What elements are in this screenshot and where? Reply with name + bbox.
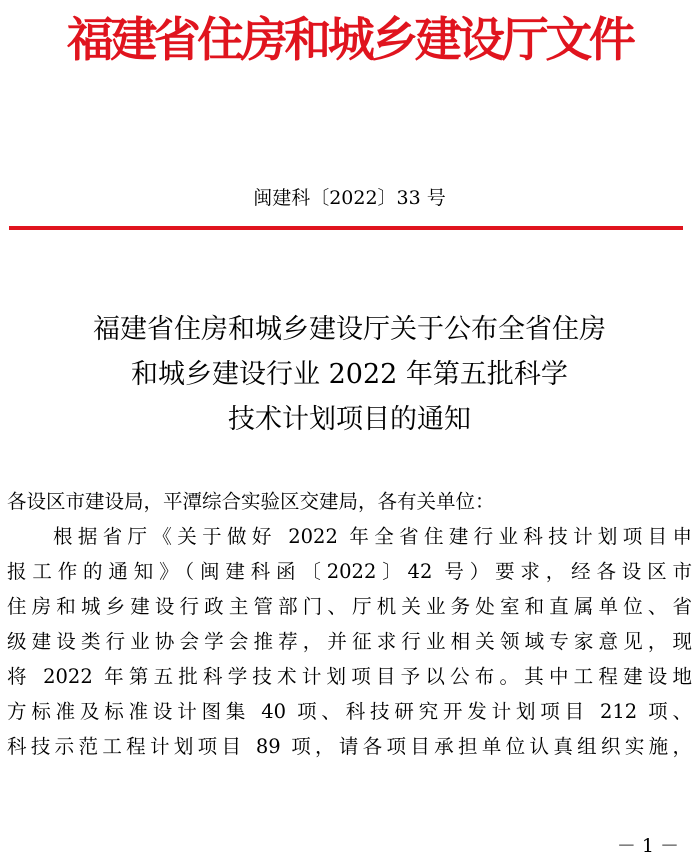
document-number: 闽建科〔2022〕33 号 — [253, 187, 446, 209]
title-line: 和城乡建设行业 2022 年第五批科学 — [131, 359, 568, 390]
paragraph-line: 根据省厅《关于做好 2022 年全省住建行业科技计划项目申 — [53, 525, 692, 548]
paragraph-line: 级建设类行业协会学会推荐，并征求行业相关领域专家意见，现 — [7, 630, 692, 653]
title-line: 福建省住房和城乡建设厅关于公布全省住房 — [93, 314, 606, 345]
notice-title — [0, 307, 699, 442]
title-line: 技术计划项目的通知 — [228, 404, 471, 435]
paragraph-line: 将 2022 年第五批科学技术计划项目予以公布。其中工程建设地 — [7, 665, 692, 688]
page-number: － 1 － — [616, 835, 679, 857]
paragraph-line: 住房和城乡建设行政主管部门、厅机关业务处室和直属单位、省 — [7, 595, 692, 618]
salutation: 各设区市建设局，平潭综合实验区交建局，各有关单位： — [7, 490, 495, 513]
notice-body — [7, 484, 692, 764]
red-divider-rule — [9, 226, 683, 230]
paragraph-line: 方标准及标准设计图集 40 项、科技研究开发计划项目 212 项、 — [7, 700, 692, 723]
document-masthead: 福建省住房和城乡建设厅文件 — [66, 13, 633, 68]
paragraph-line: 报工作的通知》（闽建科函〔2022〕42 号）要求，经各设区市 — [7, 560, 692, 583]
paragraph-line: 科技示范工程计划项目 89 项，请各项目承担单位认真组织实施， — [7, 735, 692, 758]
